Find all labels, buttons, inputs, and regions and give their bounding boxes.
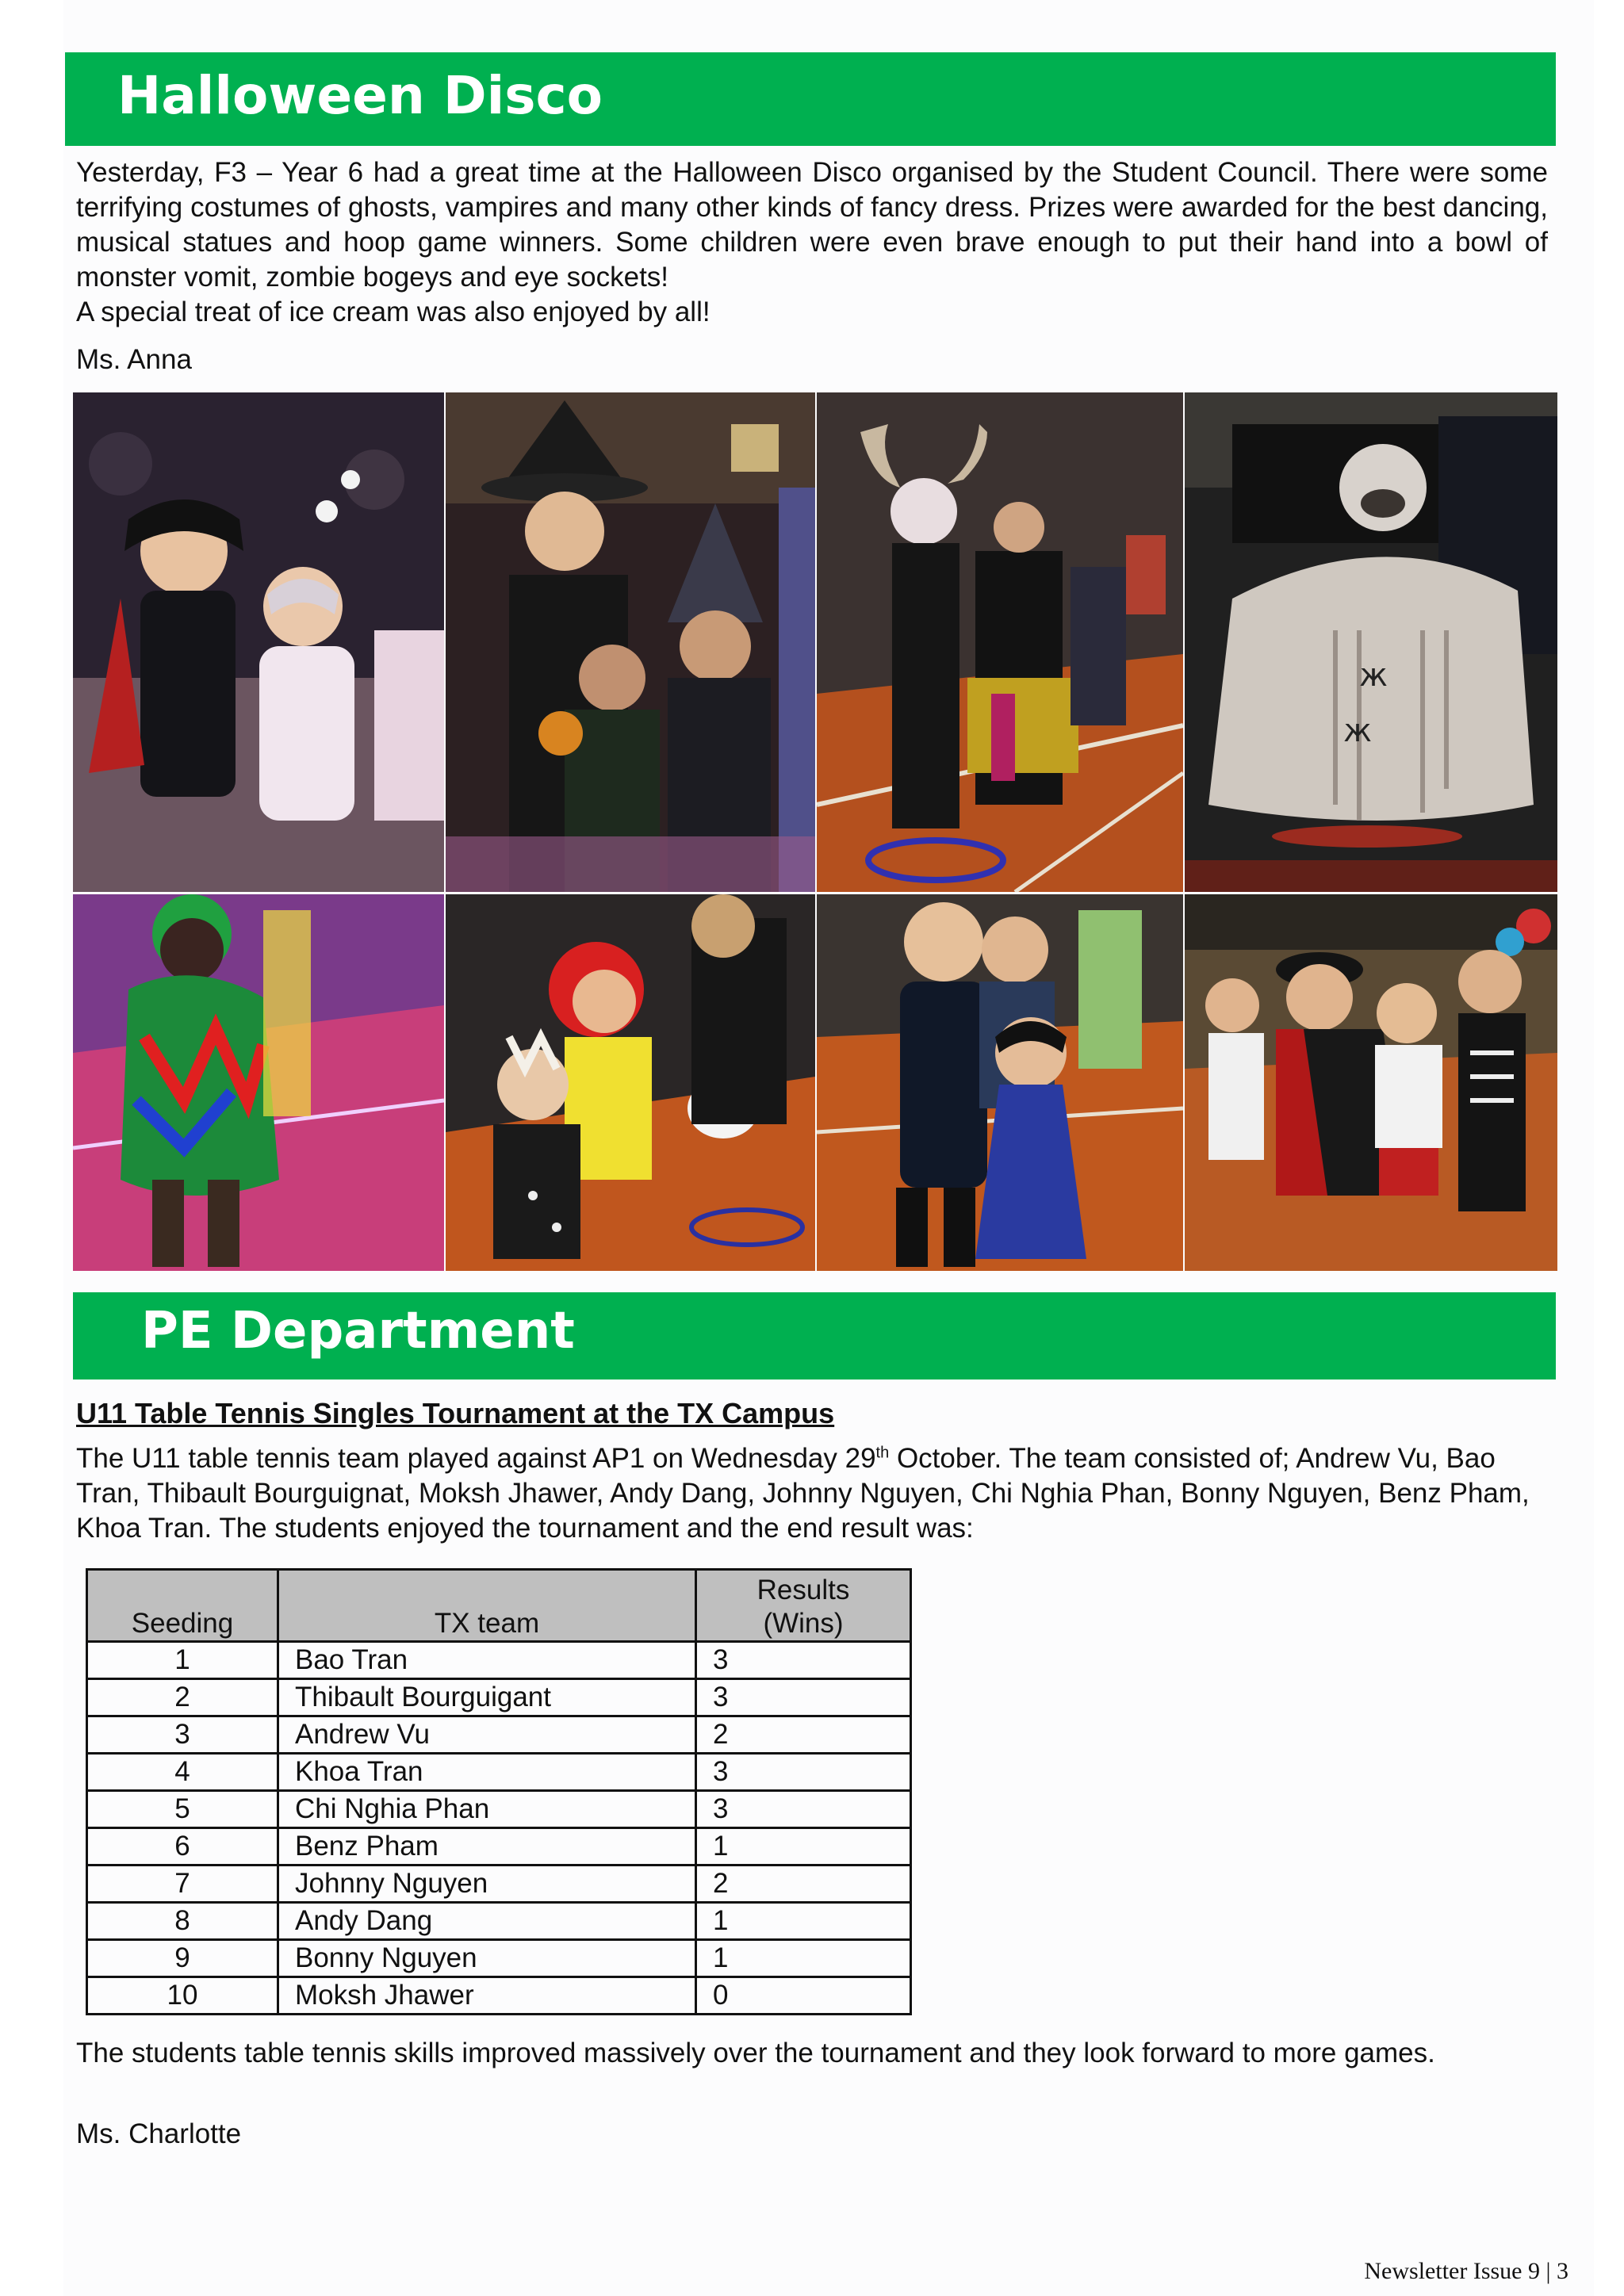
table-row	[87, 1866, 911, 1903]
wins-cell: 2	[696, 1716, 911, 1754]
header-results: Results (Wins)	[696, 1570, 911, 1642]
halloween-banner	[65, 52, 1556, 146]
seeding-cell: 7	[87, 1866, 278, 1903]
photo-masks-balloon	[446, 894, 815, 1271]
wins-cell: 3	[696, 1754, 911, 1791]
seeding-cell: 6	[87, 1828, 278, 1866]
seeding-cell: 1	[87, 1642, 278, 1679]
team-cell: Johnny Nguyen	[278, 1866, 696, 1903]
svg-text:ж: ж	[1343, 713, 1373, 749]
results-table	[86, 1568, 912, 2015]
photo-collage	[73, 392, 1557, 1271]
halloween-intro: Yesterday, F3 – Year 6 had a great time at the Halloween Disco organised by the Student Council. There were some terrifying costumes of ghosts, vampires and many other kinds of fancy dress. Prizes were awarded for the best dancing, musical statues and hoop game winners. Some children were even brave enough to put their hand into a bowl of monster vomit, zombie bogeys and eye sockets!	[76, 157, 1548, 293]
photo-girls-masks	[73, 392, 444, 892]
team-cell: Andrew Vu	[278, 1716, 696, 1754]
halloween-treat: A special treat of ice cream was also enjoyed by all!	[76, 297, 710, 327]
table-row	[87, 1791, 911, 1828]
wins-cell: 1	[696, 1903, 911, 1940]
halloween-signature: Ms. Anna	[76, 344, 192, 375]
photo-witches	[446, 392, 815, 892]
table-row	[87, 1903, 911, 1940]
svg-text:ж: ж	[1359, 657, 1388, 694]
pe-signature: Ms. Charlotte	[76, 2118, 242, 2149]
pe-banner	[73, 1292, 1556, 1380]
table-row	[87, 1940, 911, 1977]
table-row	[87, 1716, 911, 1754]
description-part-1: The U11 table tennis team played against AP1 on Wednesday 29	[76, 1443, 876, 1474]
table-header-row	[87, 1570, 911, 1642]
photo-ghost	[1185, 392, 1557, 892]
wins-cell: 1	[696, 1940, 911, 1977]
wins-cell: 3	[696, 1642, 911, 1679]
team-cell: Thibault Bourguigant	[278, 1679, 696, 1716]
seeding-cell: 8	[87, 1903, 278, 1940]
table-row	[87, 1642, 911, 1679]
team-cell: Chi Nghia Phan	[278, 1791, 696, 1828]
table-row	[87, 1754, 911, 1791]
tournament-subheading: U11 Table Tennis Singles Tournament at the TX Campus	[76, 1397, 835, 1429]
table-row	[87, 1828, 911, 1866]
team-cell: Bonny Nguyen	[278, 1940, 696, 1977]
seeding-cell: 4	[87, 1754, 278, 1791]
wins-cell: 0	[696, 1977, 911, 2015]
ordinal-suffix: th	[875, 1444, 890, 1462]
wins-cell: 3	[696, 1679, 911, 1716]
team-cell: Benz Pham	[278, 1828, 696, 1866]
team-cell: Andy Dang	[278, 1903, 696, 1940]
photo-pirates-skeleton	[1185, 894, 1557, 1271]
photo-boys-princess	[817, 894, 1183, 1271]
seeding-cell: 9	[87, 1940, 278, 1977]
wins-cell: 1	[696, 1828, 911, 1866]
table-row	[87, 1679, 911, 1716]
header-team: TX team	[278, 1570, 696, 1642]
team-cell: Bao Tran	[278, 1642, 696, 1679]
team-cell: Moksh Jhawer	[278, 1977, 696, 2015]
pe-heading: PE Department	[141, 1302, 575, 1360]
wins-cell: 3	[696, 1791, 911, 1828]
seeding-cell: 3	[87, 1716, 278, 1754]
header-seeding: Seeding	[87, 1570, 278, 1642]
wins-cell: 2	[696, 1866, 911, 1903]
page-footer: Newsletter Issue 9 | 3	[1364, 2258, 1568, 2284]
team-cell: Khoa Tran	[278, 1754, 696, 1791]
closing-paragraph: The students table tennis skills improved massively over the tournament and they look forward to more games.	[76, 2038, 1435, 2068]
photo-parrot-costume	[73, 894, 444, 1271]
seeding-cell: 2	[87, 1679, 278, 1716]
photo-maleficent	[817, 392, 1183, 892]
seeding-cell: 5	[87, 1791, 278, 1828]
halloween-heading: Halloween Disco	[117, 65, 603, 126]
seeding-cell: 10	[87, 1977, 278, 2015]
results-table-body	[87, 1642, 911, 2015]
table-row	[87, 1977, 911, 2015]
description-part-2: October. The team consisted of; Andrew Vu, Bao Tran, Thibault Bourguignat, Moksh Jhawer, Andy Dang, Johnny Nguyen, Chi Nghia Phan, Bonny Nguyen, Benz Pham, Khoa Tran. The students enjoyed the tournament and the end result was:	[76, 1443, 1530, 1544]
tournament-description	[76, 1441, 1551, 1546]
